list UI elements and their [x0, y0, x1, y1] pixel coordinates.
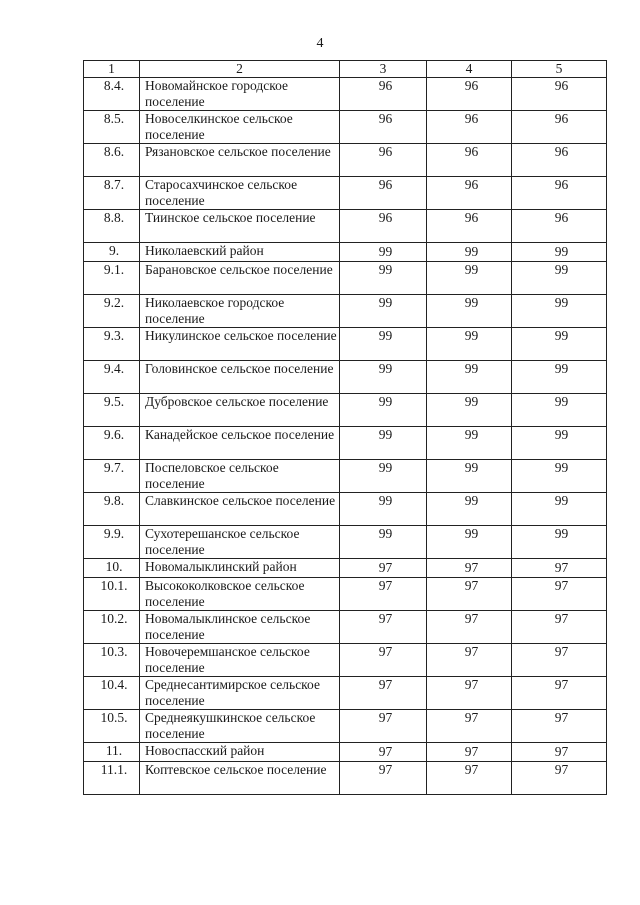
row-name-cell: Славкинское сельское поселение [140, 493, 340, 526]
value-cell-col4: 99 [427, 493, 512, 526]
row-number-cell: 9.6. [84, 427, 140, 460]
value-cell-col3: 97 [340, 578, 427, 611]
value-cell-col4: 97 [427, 559, 512, 578]
table-row [84, 762, 607, 795]
row-name-cell: Поспеловское сельское поселение [140, 460, 340, 493]
value-cell-col5: 97 [512, 611, 607, 644]
column-header: 3 [340, 61, 427, 78]
table-row [84, 710, 607, 743]
column-header: 4 [427, 61, 512, 78]
value-cell-col4: 99 [427, 361, 512, 394]
table-row [84, 243, 607, 262]
table-row [84, 210, 607, 243]
row-name-cell: Коптевское сельское поселение [140, 762, 340, 795]
row-name-cell: Дубровское сельское поселение [140, 394, 340, 427]
row-number-cell: 9.3. [84, 328, 140, 361]
row-number-cell: 8.7. [84, 177, 140, 210]
header-row [84, 61, 607, 78]
table-row [84, 677, 607, 710]
value-cell-col3: 99 [340, 460, 427, 493]
value-cell-col3: 97 [340, 559, 427, 578]
row-name-cell: Новоспасский район [140, 743, 340, 762]
table-row [84, 144, 607, 177]
row-number-cell: 9.8. [84, 493, 140, 526]
value-cell-col4: 96 [427, 210, 512, 243]
row-number-cell: 8.6. [84, 144, 140, 177]
table-row [84, 427, 607, 460]
column-header: 5 [512, 61, 607, 78]
value-cell-col4: 99 [427, 460, 512, 493]
value-cell-col4: 99 [427, 328, 512, 361]
value-cell-col4: 97 [427, 710, 512, 743]
row-number-cell: 9. [84, 243, 140, 262]
value-cell-col3: 97 [340, 743, 427, 762]
value-cell-col3: 97 [340, 762, 427, 795]
value-cell-col4: 97 [427, 611, 512, 644]
row-name-cell: Среднеякушкинское сельское поселение [140, 710, 340, 743]
row-number-cell: 10.5. [84, 710, 140, 743]
table-row [84, 526, 607, 559]
row-number-cell: 9.1. [84, 262, 140, 295]
value-cell-col5: 99 [512, 295, 607, 328]
value-cell-col5: 97 [512, 677, 607, 710]
row-number-cell: 9.7. [84, 460, 140, 493]
value-cell-col4: 99 [427, 295, 512, 328]
value-cell-col4: 97 [427, 578, 512, 611]
row-name-cell: Николаевский район [140, 243, 340, 262]
row-name-cell: Сухотерешанское сельское поселение [140, 526, 340, 559]
table-row [84, 743, 607, 762]
value-cell-col4: 97 [427, 762, 512, 795]
row-number-cell: 10.4. [84, 677, 140, 710]
table-row [84, 460, 607, 493]
value-cell-col4: 99 [427, 526, 512, 559]
value-cell-col3: 96 [340, 210, 427, 243]
column-header: 1 [84, 61, 140, 78]
value-cell-col5: 99 [512, 328, 607, 361]
table-row [84, 295, 607, 328]
row-name-cell: Никулинское сельское поселение [140, 328, 340, 361]
row-number-cell: 9.2. [84, 295, 140, 328]
value-cell-col4: 96 [427, 144, 512, 177]
row-name-cell: Новочеремшанское сельское поселение [140, 644, 340, 677]
value-cell-col5: 99 [512, 460, 607, 493]
value-cell-col3: 99 [340, 394, 427, 427]
row-number-cell: 10. [84, 559, 140, 578]
row-number-cell: 8.4. [84, 78, 140, 111]
value-cell-col3: 97 [340, 644, 427, 677]
row-name-cell: Головинское сельское поселение [140, 361, 340, 394]
value-cell-col5: 99 [512, 243, 607, 262]
value-cell-col4: 97 [427, 743, 512, 762]
value-cell-col5: 96 [512, 177, 607, 210]
value-cell-col4: 99 [427, 262, 512, 295]
column-header: 2 [140, 61, 340, 78]
value-cell-col4: 99 [427, 394, 512, 427]
row-number-cell: 9.5. [84, 394, 140, 427]
value-cell-col5: 96 [512, 210, 607, 243]
value-cell-col5: 99 [512, 262, 607, 295]
row-name-cell: Новомалыклинский район [140, 559, 340, 578]
table-row [84, 111, 607, 144]
row-name-cell: Высококолковское сельское поселение [140, 578, 340, 611]
row-number-cell: 10.1. [84, 578, 140, 611]
value-cell-col4: 97 [427, 644, 512, 677]
row-number-cell: 11. [84, 743, 140, 762]
value-cell-col5: 99 [512, 427, 607, 460]
value-cell-col5: 97 [512, 644, 607, 677]
table-row [84, 644, 607, 677]
table-row [84, 394, 607, 427]
value-cell-col4: 97 [427, 677, 512, 710]
value-cell-col3: 97 [340, 611, 427, 644]
row-name-cell: Николаевское городское поселение [140, 295, 340, 328]
row-name-cell: Новоселкинское сельское поселение [140, 111, 340, 144]
value-cell-col5: 96 [512, 111, 607, 144]
value-cell-col5: 99 [512, 361, 607, 394]
value-cell-col3: 97 [340, 677, 427, 710]
value-cell-col3: 99 [340, 328, 427, 361]
value-cell-col3: 99 [340, 262, 427, 295]
value-cell-col4: 99 [427, 427, 512, 460]
row-number-cell: 9.4. [84, 361, 140, 394]
value-cell-col5: 99 [512, 394, 607, 427]
row-number-cell: 10.3. [84, 644, 140, 677]
row-name-cell: Рязановское сельское поселение [140, 144, 340, 177]
table-row [84, 78, 607, 111]
value-cell-col3: 96 [340, 78, 427, 111]
table-row [84, 559, 607, 578]
row-number-cell: 10.2. [84, 611, 140, 644]
value-cell-col5: 97 [512, 743, 607, 762]
row-name-cell: Старосахчинское сельское поселение [140, 177, 340, 210]
value-cell-col3: 96 [340, 111, 427, 144]
table-row [84, 578, 607, 611]
data-table [83, 60, 607, 795]
value-cell-col3: 99 [340, 493, 427, 526]
table-row [84, 611, 607, 644]
value-cell-col5: 96 [512, 78, 607, 111]
value-cell-col4: 96 [427, 177, 512, 210]
row-number-cell: 9.9. [84, 526, 140, 559]
row-number-cell: 11.1. [84, 762, 140, 795]
value-cell-col3: 99 [340, 361, 427, 394]
row-name-cell: Новомайнское городское поселение [140, 78, 340, 111]
page-number: 4 [316, 36, 324, 51]
row-name-cell: Новомалыклинское сельское поселение [140, 611, 340, 644]
row-name-cell: Среднесантимирское сельское поселение [140, 677, 340, 710]
value-cell-col3: 99 [340, 295, 427, 328]
row-name-cell: Канадейское сельское поселение [140, 427, 340, 460]
value-cell-col4: 99 [427, 243, 512, 262]
value-cell-col4: 96 [427, 78, 512, 111]
row-number-cell: 8.8. [84, 210, 140, 243]
value-cell-col3: 96 [340, 144, 427, 177]
row-name-cell: Тиинское сельское поселение [140, 210, 340, 243]
value-cell-col3: 99 [340, 526, 427, 559]
value-cell-col4: 96 [427, 111, 512, 144]
value-cell-col3: 99 [340, 243, 427, 262]
table-row [84, 361, 607, 394]
value-cell-col5: 97 [512, 578, 607, 611]
table-body [84, 78, 607, 795]
value-cell-col3: 97 [340, 710, 427, 743]
value-cell-col5: 97 [512, 710, 607, 743]
table-row [84, 177, 607, 210]
table-row [84, 493, 607, 526]
table-row [84, 328, 607, 361]
row-number-cell: 8.5. [84, 111, 140, 144]
table-row [84, 262, 607, 295]
value-cell-col5: 99 [512, 526, 607, 559]
value-cell-col5: 99 [512, 493, 607, 526]
value-cell-col5: 96 [512, 144, 607, 177]
value-cell-col3: 96 [340, 177, 427, 210]
row-name-cell: Барановское сельское поселение [140, 262, 340, 295]
value-cell-col5: 97 [512, 559, 607, 578]
value-cell-col3: 99 [340, 427, 427, 460]
value-cell-col5: 97 [512, 762, 607, 795]
